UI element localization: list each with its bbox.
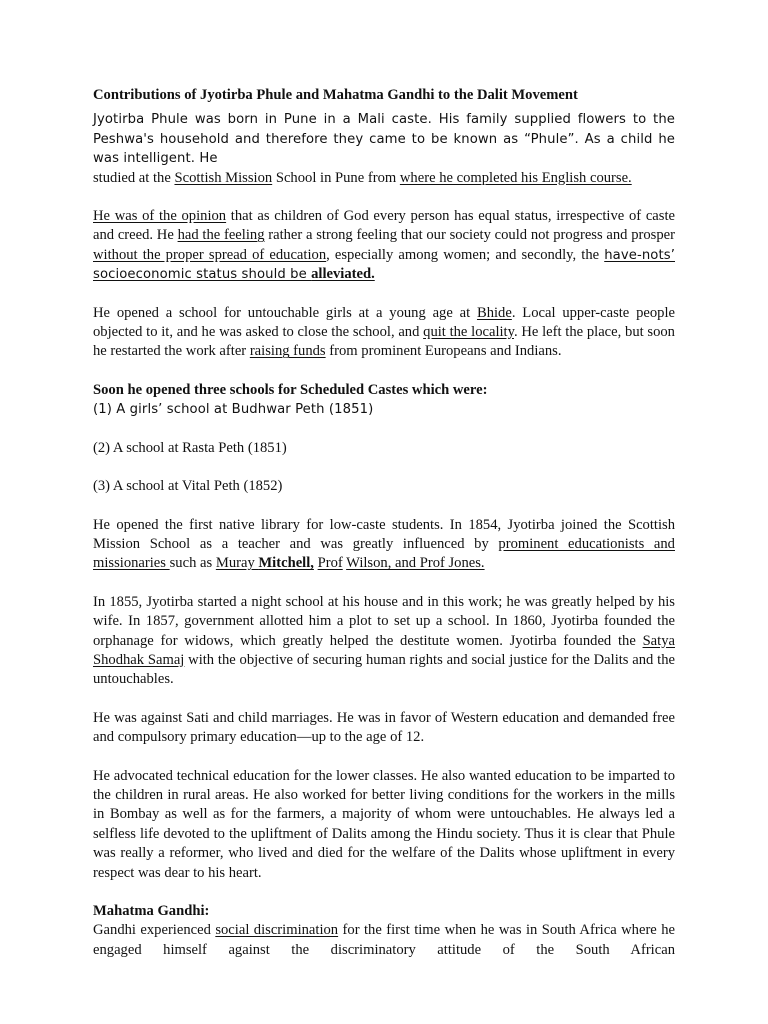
gandhi-heading: Mahatma Gandhi: xyxy=(93,903,210,919)
underlined-text: prominent educationists and missionaries xyxy=(93,535,675,572)
text: , especially among women; and secondly, the xyxy=(326,246,605,263)
underlined-text: Prof xyxy=(317,555,343,572)
paragraph-phule-school xyxy=(93,304,675,362)
paragraph-phule-birth xyxy=(93,110,675,188)
text: He opened a school for untouchable girls at a young age at xyxy=(93,304,477,321)
text: with the objective of securing human rights and social justice for the Dalits and the untouchables. xyxy=(93,651,675,688)
underlined-text: quit the locality xyxy=(423,324,514,341)
underlined-text: Muray xyxy=(215,555,259,572)
paragraph-phule-library xyxy=(93,516,675,574)
underlined-text: without the proper spread of education xyxy=(93,246,327,263)
underlined-text: Scottish Mission xyxy=(174,169,273,186)
document-page xyxy=(93,86,675,960)
paragraph-phule-technical-education: He advocated technical education for the lower classes. He also wanted education to be imparted to the children in rural areas. He also worked for better living conditions for the workers in the mills in Bombay as well as for the farmers, a majority of whom were untouchables. He always led a selfless life devoted to the upliftment of Dalits among the Hindu society. Thus it is clear that Phule was really a reformer, who lived and died for the welfare of the Dalits whose upliftment in every respect was dear to his heart. xyxy=(93,767,675,881)
text: . He left the place, but soon he restarted the work after xyxy=(93,324,675,360)
underlined-text: Bhide xyxy=(476,304,512,321)
underlined-text: had the feeling xyxy=(177,227,265,244)
document-title: Contributions of Jyotirba Phule and Mahatma Gandhi to the Dalit Movement xyxy=(93,87,578,103)
underlined-text: Wilson, and Prof Jones. xyxy=(346,555,485,572)
underlined-text: He was of the opinion xyxy=(93,208,227,225)
list-item: (3) A school at Vital Peth (1852) xyxy=(93,478,283,495)
list-item: (1) A girls’ school at Budhwar Peth (1851) xyxy=(93,402,374,418)
text: for the first time when he was in South Africa where he engaged himself against the discriminatory attitude of the South African xyxy=(93,922,675,958)
underlined-text: have-nots’ socioeconomic status should be xyxy=(93,247,675,283)
text: In 1855, Jyotirba started a night school at his house and in this work; he was greatly helped by his wife. In 1857, government allotted him a plot to set up a school. In 1860, Jyotirba founded the orphanage for widows, which greatly helped the destitute women. Jyotirba founded the xyxy=(93,593,675,649)
paragraph-phule-opinion xyxy=(93,207,675,285)
paragraph-gandhi xyxy=(93,921,675,960)
text: studied at the xyxy=(93,169,175,186)
underlined-bold-text: alleviated. xyxy=(311,266,375,283)
schools-heading: Soon he opened three schools for Scheduled Castes which were: xyxy=(93,381,488,398)
text: such as xyxy=(169,555,216,572)
text: . Local upper-caste people objected to it, and he was asked to close the school, and xyxy=(93,304,675,341)
underlined-text: social discrimination xyxy=(215,922,339,939)
underlined-text: Satya Shodhak Samaj xyxy=(93,632,675,668)
list-item: (2) A school at Rasta Peth (1851) xyxy=(93,439,287,456)
underlined-bold-text: Mitchell, xyxy=(258,555,314,572)
paragraph-phule-night-school xyxy=(93,593,675,690)
text: Jyotirba Phule was born in Pune in a Mali caste. His family supplied flowers to the Peshwa's household and therefore they came to be known as “Phule”. As a child he was intelligent. He xyxy=(93,112,675,167)
text: School in Pune from xyxy=(272,169,400,186)
text: that as children of God every person has equal status, irrespective of caste and creed. He xyxy=(93,208,675,244)
text: He opened the first native library for low-caste students. In 1854, Jyotirba joined the Scottish Mission School as a teacher and was greatly influenced by xyxy=(93,516,675,552)
paragraph-phule-sati: He was against Sati and child marriages. He was in favor of Western education and demanded free and compulsory primary education—up to the age of 12. xyxy=(93,709,675,746)
text: from prominent Europeans and Indians. xyxy=(325,343,562,360)
underlined-text: where he completed his English course. xyxy=(399,169,632,186)
text: Gandhi experienced xyxy=(93,922,216,939)
text: rather a strong feeling that our society could not progress and prosper xyxy=(264,227,675,244)
underlined-text: raising funds xyxy=(249,343,326,360)
